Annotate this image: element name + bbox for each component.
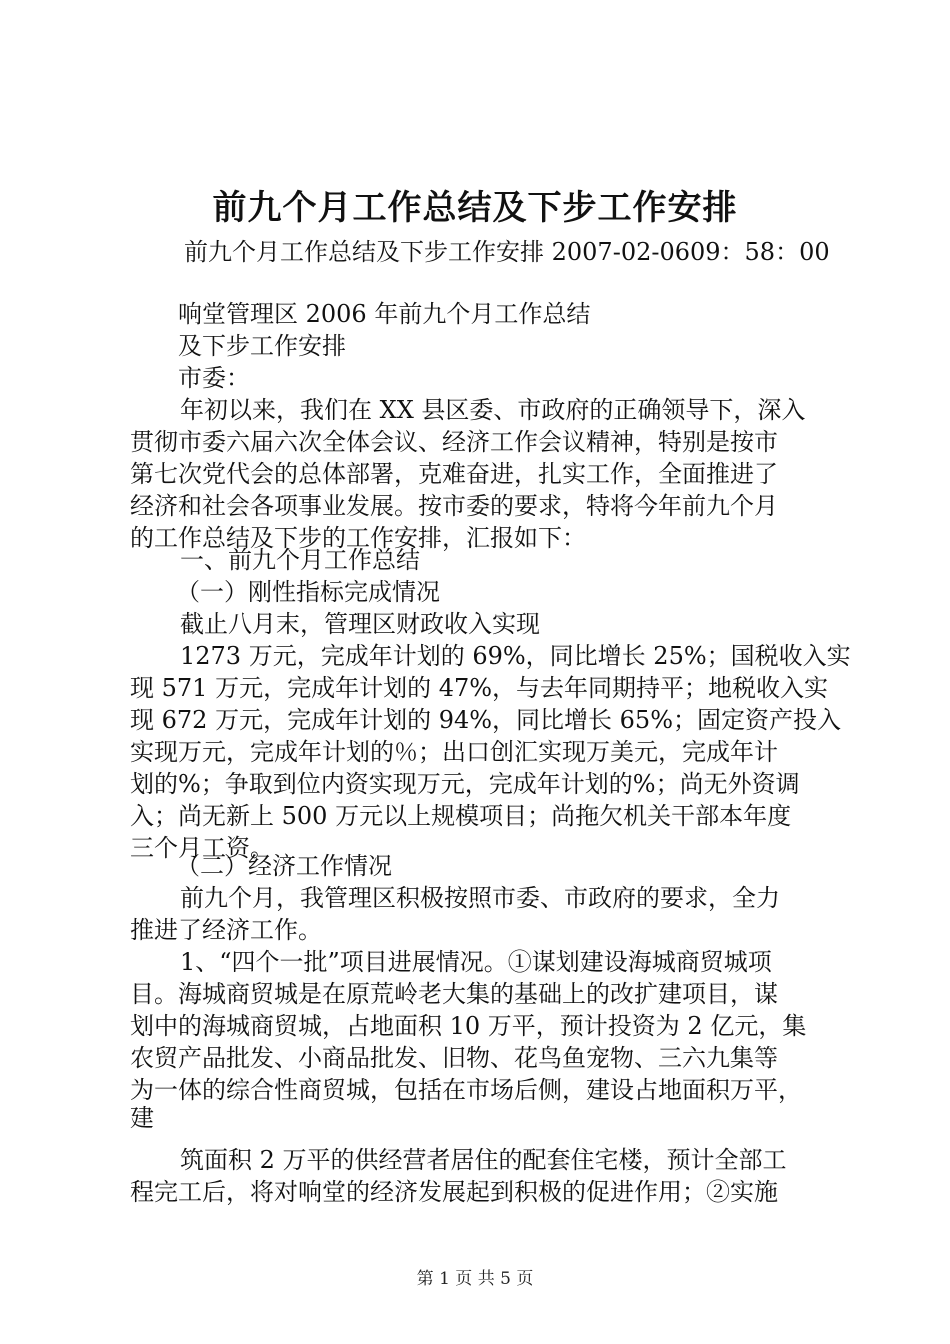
doc-line: 程完工后，将对响堂的经济发展起到积极的促进作用；②实施 (130, 1178, 778, 1206)
page-footer: 第 1 页 共 5 页 (416, 1269, 534, 1289)
doc-subheading: （二）经济工作情况 (176, 852, 392, 880)
doc-line: 截止八月末，管理区财政收入实现 (180, 610, 540, 638)
doc-subtitle-line: 前九个月工作总结及下步工作安排 2007-02-0609：58：00 (184, 238, 830, 266)
doc-line: 农贸产品批发、小商品批发、旧物、花鸟鱼宠物、三六九集等 (130, 1044, 778, 1072)
doc-line: 现 571 万元，完成年计划的 47%，与去年同期持平；地税收入实 (130, 674, 829, 702)
doc-line: 贯彻市委六届六次全体会议、经济工作会议精神，特别是按市 (130, 428, 778, 456)
doc-line: 目。海城商贸城是在原荒岭老大集的基础上的改扩建项目，谋 (130, 980, 778, 1008)
doc-line: 市委： (178, 364, 250, 392)
doc-line: 响堂管理区 2006 年前九个月工作总结 (178, 300, 591, 328)
doc-heading: 一、前九个月工作总结 (180, 546, 420, 574)
doc-line: 第七次党代会的总体部署，克难奋进，扎实工作，全面推进了 (130, 460, 778, 488)
doc-line: 推进了经济工作。 (130, 916, 322, 944)
doc-line: 1、“四个一批”项目进展情况。①谋划建设海城商贸城项 (180, 948, 772, 976)
doc-line: 筑面积 2 万平的供经营者居住的配套住宅楼，预计全部工 (180, 1146, 787, 1174)
doc-line: 划中的海城商贸城，占地面积 10 万平，预计投资为 2 亿元，集 (130, 1012, 807, 1040)
doc-line: 三个月工资。 (130, 834, 274, 862)
doc-line: 的工作总结及下步的工作安排，汇报如下： (130, 524, 586, 552)
doc-line: 前九个月，我管理区积极按照市委、市政府的要求，全力 (180, 884, 780, 912)
doc-line: 建 (130, 1104, 154, 1132)
doc-line: 实现万元，完成年计划的％；出口创汇实现万美元，完成年计 (130, 738, 778, 766)
doc-line: 为一体的综合性商贸城，包括在市场后侧，建设占地面积万平， (130, 1076, 802, 1104)
doc-line: 现 672 万元，完成年计划的 94%，同比增长 65%；固定资产投入 (130, 706, 842, 734)
doc-line: 经济和社会各项事业发展。按市委的要求，特将今年前九个月 (130, 492, 778, 520)
doc-line: 入；尚无新上 500 万元以上规模项目；尚拖欠机关干部本年度 (130, 802, 792, 830)
document-title: 前九个月工作总结及下步工作安排 (212, 188, 738, 228)
doc-line: 及下步工作安排 (178, 332, 346, 360)
doc-line: 年初以来，我们在 XX 县区委、市政府的正确领导下，深入 (180, 396, 806, 424)
doc-line: 划的%；争取到位内资实现万元，完成年计划的%；尚无外资调 (130, 770, 800, 798)
doc-subheading: （一）刚性指标完成情况 (176, 578, 440, 606)
doc-line: 1273 万元，完成年计划的 69%，同比增长 25%；国税收入实 (180, 642, 851, 670)
